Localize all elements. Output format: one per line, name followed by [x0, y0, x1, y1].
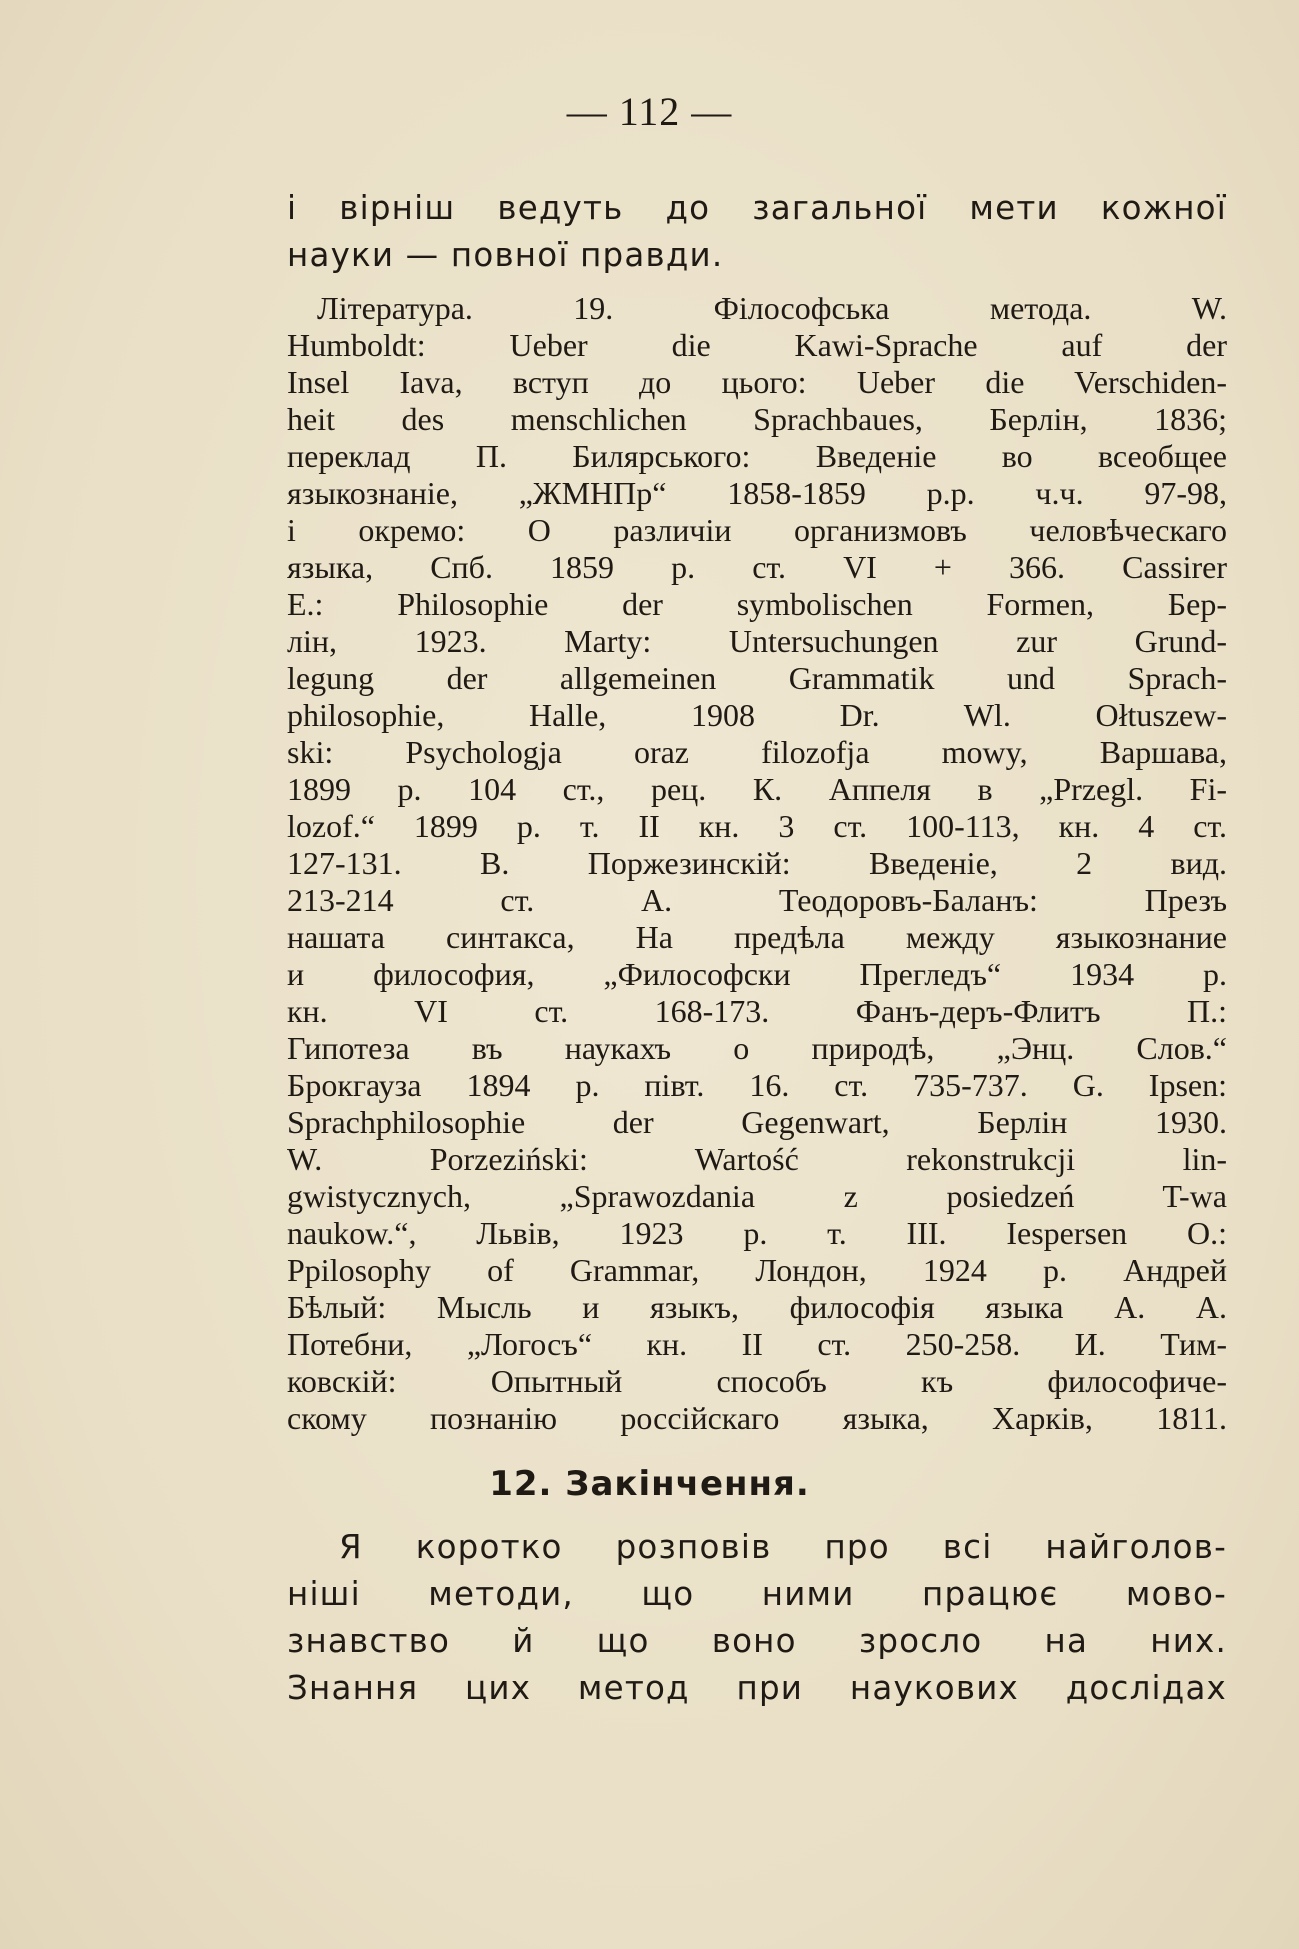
literature-line: кн. VI ст. 168-173. Фанъ-деръ-Флитъ П.:: [287, 993, 1227, 1029]
literature-line: і окремо: О различіи организмовъ человѣческаго: [287, 512, 1227, 548]
literature-line: heit des menschlichen Sprachbaues, Берлін, 1836;: [287, 401, 1227, 437]
literature-line: Ppilosophy of Grammar, Лондон, 1924 р. Андрей: [287, 1252, 1227, 1288]
literature-line: лін, 1923. Marty: Untersuchungen zur Grund-: [287, 623, 1227, 659]
conclusion-paragraph: [287, 1524, 1227, 1712]
literature-line: нашата синтакса, На предѣла между языкознание: [287, 919, 1227, 955]
text-line: Я коротко розповів про всі найголов-: [339, 1528, 1227, 1566]
literature-line: Гипотеза въ наукахъ о природѣ, „Энц. Слов.“: [287, 1030, 1227, 1066]
literature-line: 1899 р. 104 ст., рец. К. Аппеля в „Przegl. Fi-: [287, 771, 1227, 807]
literature-line: скому познанію россійскаго языка, Харків, 1811.: [287, 1400, 1227, 1436]
literature-line: naukow.“, Львів, 1923 р. т. III. Iespersen O.:: [287, 1215, 1227, 1251]
literature-line: philosophie, Halle, 1908 Dr. Wl. Ołtuszew-: [287, 697, 1227, 733]
text-line: ніші методи, що ними працює мово-: [287, 1575, 1227, 1613]
literature-line: переклад П. Билярського: Введеніе во всеобщее: [287, 438, 1227, 474]
text-line: і вірніш ведуть до загальної мети кожної: [287, 189, 1227, 227]
literature-line: 213-214 ст. А. Теодоровъ-Баланъ: Презъ: [287, 882, 1227, 918]
literature-line: gwistycznych, „Sprawozdania z posiedzeń T-wa: [287, 1178, 1227, 1214]
section-heading: 12. Закінчення.: [489, 1464, 810, 1504]
literature-line: lozof.“ 1899 р. т. II кн. 3 ст. 100-113, кн. 4 ст.: [287, 808, 1227, 844]
literature-line: ковскій: Опытный способъ къ философиче-: [287, 1363, 1227, 1399]
page-number: — 112 —: [566, 89, 733, 134]
literature-line: и философия, „Философски Прегледъ“ 1934 р.: [287, 956, 1227, 992]
text-line: Знання цих метод при наукових дослідах: [287, 1669, 1227, 1707]
literature-line: языка, Спб. 1859 р. ст. VI + 366. Cassirer: [287, 549, 1227, 585]
literature-line: Humboldt: Ueber die Kawi-Sprache auf der: [287, 327, 1227, 363]
literature-line: Insel Iava, вступ до цього: Ueber die Verschiden-: [287, 364, 1227, 400]
literature-line: Брокгауза 1894 р. півт. 16. ст. 735-737. G. Ipsen:: [287, 1067, 1227, 1103]
text-line: знавство й що воно зросло на них.: [287, 1622, 1227, 1660]
literature-paragraph: [287, 290, 1227, 1437]
literature-line: ski: Psychologja oraz filozofja mowy, Варшава,: [287, 734, 1227, 770]
literature-line: 127-131. В. Поржезинскій: Введеніе, 2 вид.: [287, 845, 1227, 881]
literature-line: legung der allgemeinen Grammatik und Sprach-: [287, 660, 1227, 696]
literature-line: Література. 19. Філософська метода. W.: [317, 290, 1227, 326]
literature-line: W. Porzeziński: Wartość rekonstrukcji lin-: [287, 1141, 1227, 1177]
literature-line: E.: Philosophie der symbolischen Formen, Бер-: [287, 586, 1227, 622]
text-line: науки — повної правди.: [287, 236, 724, 274]
intro-paragraph: [287, 185, 1227, 279]
literature-line: Sprachphilosophie der Gegenwart, Берлін 1930.: [287, 1104, 1227, 1140]
literature-line: Бѣлый: Мысль и языкъ, философія языка А. А.: [287, 1289, 1227, 1325]
literature-line: Потебни, „Логосъ“ кн. II ст. 250-258. И. Тим-: [287, 1326, 1227, 1362]
literature-line: языкознаніе, „ЖМНПр“ 1858-1859 р.р. ч.ч. 97-98,: [287, 475, 1227, 511]
